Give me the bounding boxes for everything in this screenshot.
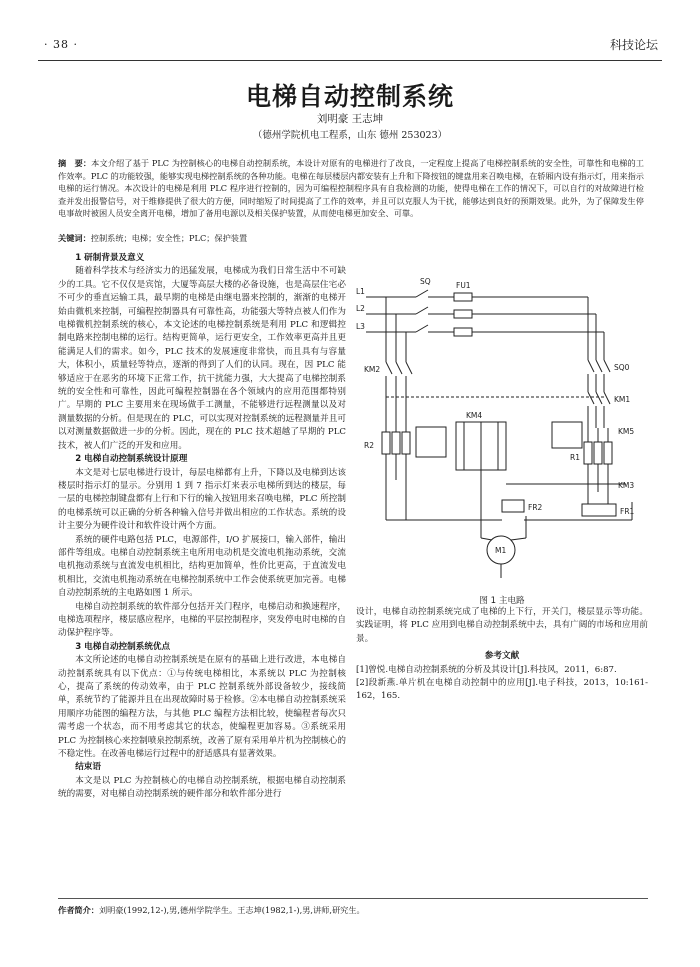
article-authors: 刘明豪 王志坤 xyxy=(316,113,384,125)
figure-caption: 图 1 主电路 xyxy=(479,596,525,606)
label-km3: KM3 xyxy=(618,481,635,490)
article-title: 电梯自动控制系统 xyxy=(245,82,454,111)
page-number: · 38 · xyxy=(44,38,78,51)
label-sq: SQ xyxy=(420,277,431,286)
abstract-text: 本文介绍了基于 PLC 为控制核心的电梯自动控制系统，本设计对原有的电梯进行了改良，一定程度上提高了电梯控制系统的安全性，可靠性和电梯的工作效率。PLC 的功能较强，能够实现电梯控制系统的各种功能。电梯在每层楼层内都安装有上升和下降按钮的键盘用来召唤电梯，在轿厢内设有指示灯，用来指示电梯的运行情况。本次设计的电梯是利用 PLC 程序进行控制的，因为可编程控制程序具有自我检测的功能，使得电梯在工作的情况下，可以自行的对故障进行检查并发出报警信号，对于维修提供了很大的方便，同时缩短了时间提高了工作的效率，并且可以克服人为干扰，能够达到良好的预期效果。此外，为了保障发生停电事故时被困人员安全离开电梯，增加了备用电源以及相关保护装置，从而使电梯更加安全、可靠。 xyxy=(58,158,644,219)
label-km2: KM2 xyxy=(364,365,381,374)
conclusion-paragraph-continued: 设计，电梯自动控制系统完成了电梯的上下行，开关门，楼层显示等功能。实践证明，将 PLC 应用到电梯自动控制系统中去，具有广阔的市场和应用前景。 xyxy=(356,607,648,644)
journal-name: 科技论坛 xyxy=(609,38,658,52)
keywords-text: 控制系统；电梯；安全性；PLC；保护装置 xyxy=(90,233,248,243)
header-rule xyxy=(38,60,662,61)
label-sq0: SQ0 xyxy=(614,363,630,372)
section-2-paragraph-3: 电梯自动控制系统的软件部分包括开关门程序，电梯启动和换速程序，电梯选项程序，楼层感应程序，电梯的平层控制程序，突发停电时电梯的自动保护程序等。 xyxy=(58,601,346,639)
conclusion-heading: 结束语 xyxy=(75,762,101,773)
label-fr2: FR2 xyxy=(528,503,543,512)
keywords-label: 关键词： xyxy=(58,233,91,243)
label-l3: L3 xyxy=(356,322,365,331)
label-km1: KM1 xyxy=(614,395,631,404)
circuit-figure xyxy=(356,252,648,588)
label-m1: M1 xyxy=(495,546,507,555)
left-column xyxy=(58,252,346,802)
label-fu1: FU1 xyxy=(456,281,471,290)
section-1-paragraph: 随着科学技术与经济实力的迅猛发展，电梯成为我们日常生活中不可缺少的工具。它不仅仅是宾馆，大厦等高层大楼的必备设施，也是高层住宅必不可少的垂直运输工具，最早期的电梯是由继电器来控制的，渐渐的电梯开始由微机来控制，可编程控制器具有可靠性高，功能强大等特点被人们作为电梯微机控制系统的核心，本文论述的电梯控制系统是利用 PLC 和逻辑控制电路来控制电梯的运行。结构更简单，运行更安全，工作效率更高并且更能满足人们的需求。如今，PLC 技术的发展速度非常快，而且具有与容量大，体积小，质量轻等特点，逐渐的得到了人们的认同。现在，因 PLC 能够适应于在恶劣的环境下正常工作，抗干扰能力强，大大提高了电梯控制系统的安全性和可靠性，因此可编程控制器在各个领域内的应用范围都特别广。早期的 PLC 主要用来在现场做手工测量，不能够进行远程测量以及对测量数据的分析。但是现在的 PLC，可以实现对控制系统的远程测量并且可以对测量数据做进一步的分析。因此，现在的 PLC 技术超越了早期的 PLC 技术，被人们广泛的开发和应用。 xyxy=(58,266,346,451)
footnote-rule xyxy=(58,898,648,899)
section-2-heading: 2 电梯自动控制系统设计原理 xyxy=(75,454,188,465)
abstract xyxy=(58,157,644,220)
label-km5: KM5 xyxy=(618,427,635,436)
article-affiliation: （德州学院机电工程系，山东 德州 253023） xyxy=(252,130,448,141)
reference-1: [1]曾悦.电梯自动控制系统的分析及其设计[J].科技风，2011，6:87. xyxy=(356,664,617,675)
label-l1: L1 xyxy=(356,287,365,296)
footnote-text: 刘明豪(1992,12-),男,德州学院学生。王志坤(1982,1-),男,讲师,研究生。 xyxy=(98,905,365,915)
label-fr1: FR1 xyxy=(620,507,635,516)
footnote-label: 作者简介： xyxy=(58,905,99,915)
label-r1: R1 xyxy=(570,453,580,462)
author-footnote xyxy=(58,905,365,916)
keywords xyxy=(58,233,644,244)
section-1-heading: 1 研制背景及意义 xyxy=(75,253,145,263)
section-3-paragraph: 本文所论述的电梯自动控制系统是在原有的基础上进行改进，本电梯自动控制系统具有以下优点：①与传统电梯相比，本系统以 PLC 为控制核心，提高了系统的传动效率，由于 PLC 控制系统外部设备较少，接线简单，系统节约了能源并且在出现故障时易于检修。②本电梯自动控制系统采用顺序功能图的编程方法，与其他 PLC 编程方法相比较，使编程者每次只需考虑一个状态，而不用考虑其它的状态，使编程更加容易。③系统采用 PLC 为控制核心来控制喷泉控制系统，改善了原有采用单片机为控制核心的不稳定性。在改善电梯运行过程中的舒适感具有显著效果。 xyxy=(58,655,346,760)
label-r2: R2 xyxy=(364,441,374,450)
main-circuit-diagram xyxy=(356,252,648,588)
label-l2: L2 xyxy=(356,304,365,313)
reference-2: [2]段新燕.单片机在电梯自动控制中的应用[J].电子科技，2013，10:161-162，165. xyxy=(356,678,648,702)
section-3-heading: 3 电梯自动控制系统优点 xyxy=(75,641,171,652)
right-column xyxy=(356,606,648,704)
conclusion-paragraph: 本文是以 PLC 为控制核心的电梯自动控制系统，根据电梯自动控制系统的需要，对电梯自动控制系统的硬件部分和软件部分进行 xyxy=(58,775,346,800)
abstract-label: 摘 要： xyxy=(58,158,92,168)
label-km4: KM4 xyxy=(466,411,483,420)
references-heading: 参考文献 xyxy=(484,651,520,662)
section-2-paragraph-1: 本文是对七层电梯进行设计，每层电梯都有上升，下降以及电梯到达该楼层时指示灯的显示。分别用 1 到 7 指示灯来表示电梯所到达的楼层，每一层的电梯控制键盘都有上行和下行的输入按钮用来召唤电梯，PLC 所控制的电梯系统可以正确的分析各种输入信号并做出相应的工作状态。系统的设计主要分为硬件设计和软件设计两个方面。 xyxy=(58,467,346,532)
section-2-paragraph-2: 系统的硬件电路包括 PLC，电源部件，I/O 扩展接口，输入部件，输出部件等组成。电梯自动控制系统主电所用电动机是交流电机拖动系统，交流电机拖动系统与直流发电机相比，结构更加简单，性价比更高，于直流发电机相比，交流电机拖动系统在电梯控制系统中工作会使系统更加完善。电梯自动控制系统的主电路如图 1 所示。 xyxy=(58,534,346,599)
